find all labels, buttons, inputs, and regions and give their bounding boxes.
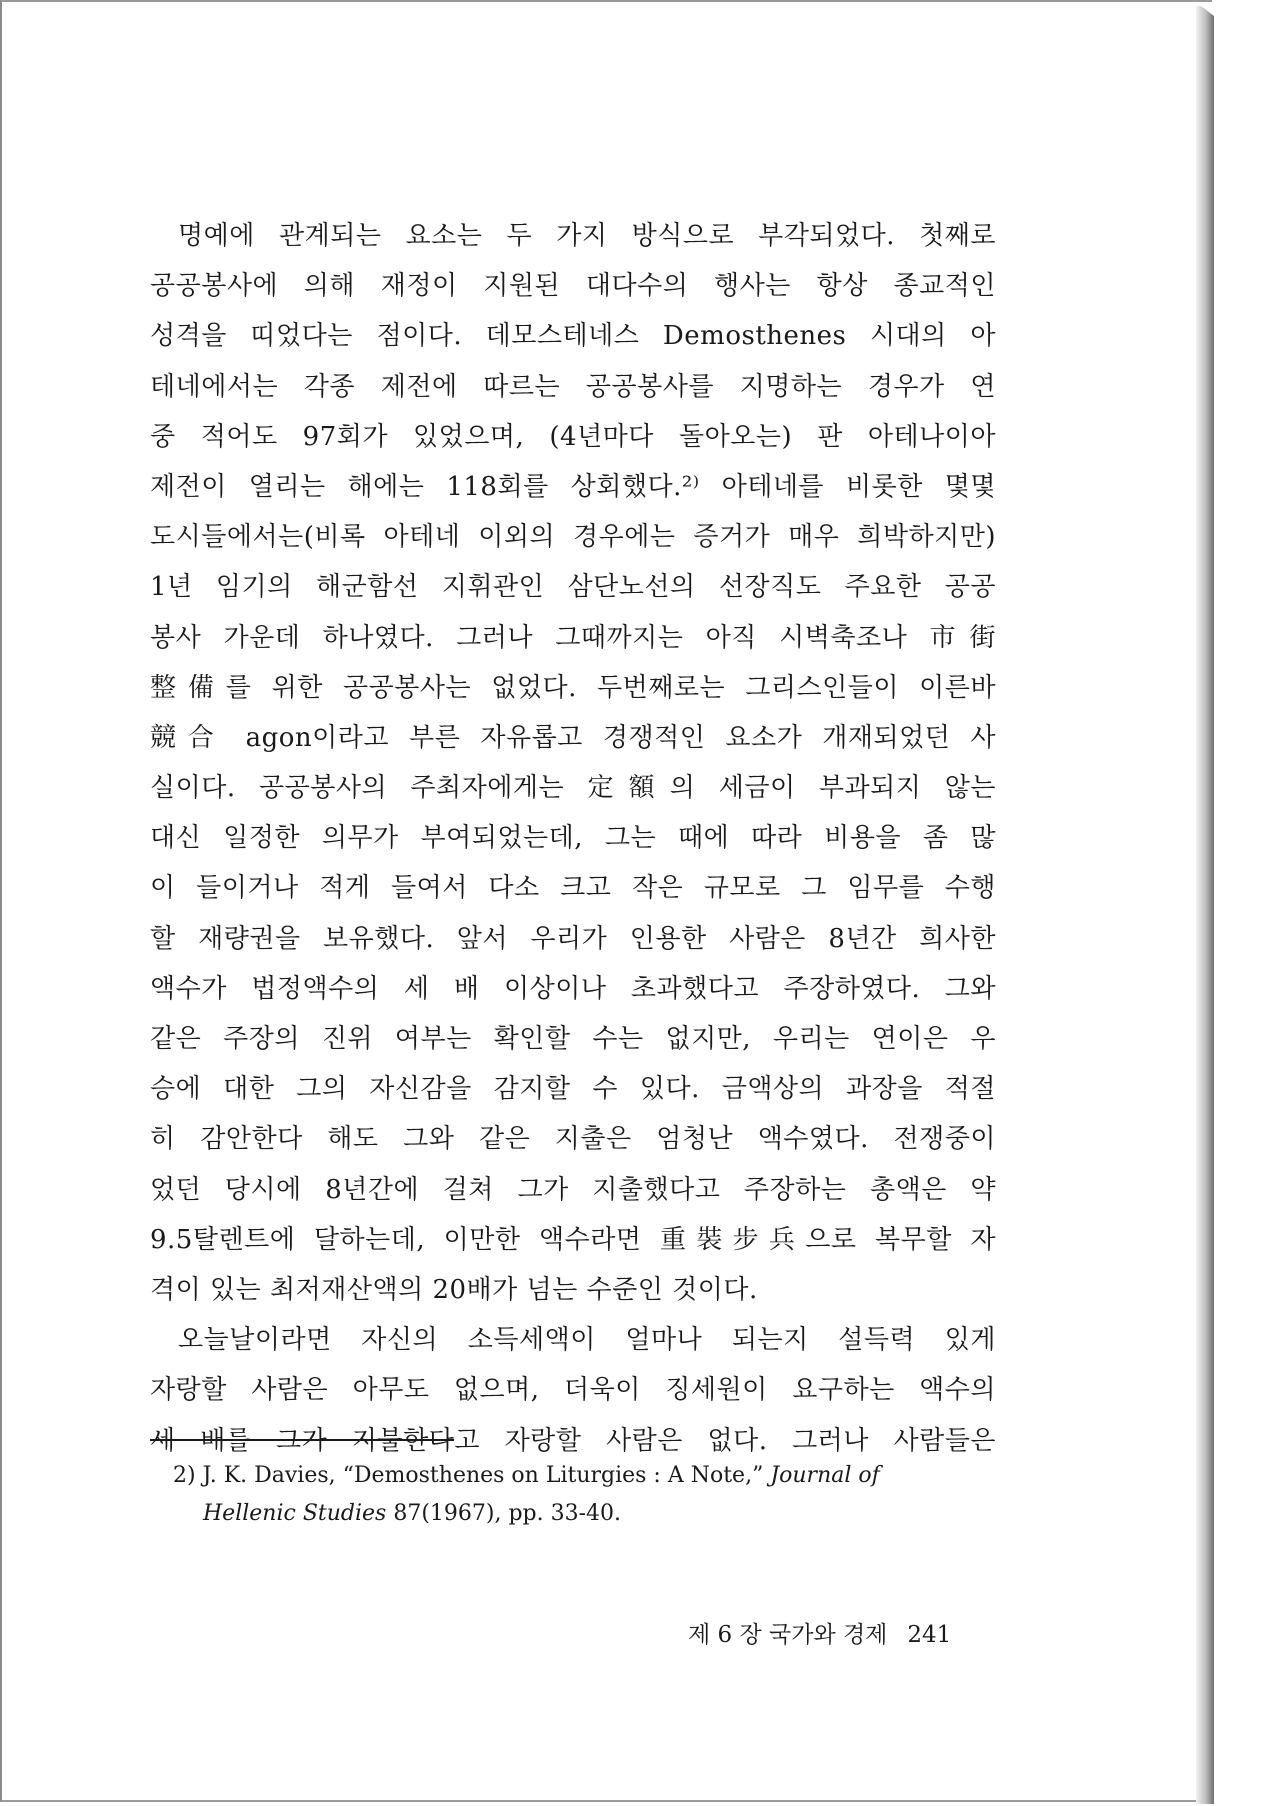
- footnote-citation: J. K. Davies, “Demosthenes on Liturgies : A Note,”: [202, 1463, 764, 1488]
- text-line: 제전이 열리는 해에는 118회를 상회했다.²⁾ 아테네를 비롯한 몇몇: [150, 471, 996, 502]
- page-edge-shadow: [1196, 6, 1214, 1804]
- text-line: 오늘날이라면 자신의 소득세액이 얼마나 되는지 설득력 있게: [178, 1325, 996, 1356]
- running-head: 제 6 장 국가와 경제: [688, 1622, 888, 1648]
- footnote-marker: 2): [173, 1463, 196, 1488]
- text-line: 중 적어도 97회가 있었으며, (4년마다 돌아오는) 판 아테나이아: [150, 421, 996, 452]
- page-footer: [688, 1620, 951, 1650]
- text-line: 격이 있는 최저재산액의 20배가 넘는 수준인 것이다.: [150, 1274, 758, 1305]
- text-line: 도시들에서는(비록 아테네 이외의 경우에는 증거가 매우 희박하지만): [150, 522, 996, 553]
- text-line: 1년 임기의 해군함선 지휘관인 삼단노선의 선장직도 주요한 공공: [150, 572, 996, 603]
- text-line: 공공봉사에 의해 재정이 지원된 대다수의 행사는 항상 종교적인: [150, 271, 996, 302]
- footnote-rule: [150, 1439, 454, 1441]
- text-line: 었던 당시에 8년간에 걸쳐 그가 지출했다고 주장하는 총액은 약: [150, 1174, 996, 1205]
- text-line: 자랑할 사람은 아무도 없으며, 더욱이 징세원이 요구하는 액수의: [150, 1375, 996, 1406]
- page-number: 241: [907, 1622, 952, 1648]
- text-line: 히 감안한다 해도 그와 같은 지출은 엄청난 액수였다. 전쟁중이: [150, 1124, 996, 1155]
- text-line: 競合 agon이라고 부른 자유롭고 경쟁적인 요소가 개재되었던 사: [150, 722, 996, 753]
- text-line: 대신 일정한 의무가 부여되었는데, 그는 때에 따라 비용을 좀 많: [150, 823, 996, 854]
- text-line: 整備를 위한 공공봉사는 없었다. 두번째로는 그리스인들이 이른바: [150, 672, 996, 703]
- footnote-line: [173, 1495, 1003, 1533]
- paragraph-1: [150, 211, 996, 1315]
- footnote: [173, 1457, 1003, 1533]
- footnote-line: [173, 1457, 1003, 1495]
- text-line: 성격을 띠었다는 점이다. 데모스테네스 Demosthenes 시대의 아: [150, 321, 996, 352]
- paragraph-2: [150, 1315, 996, 1466]
- text-line: 세 배를 그가 지불한다고 자랑할 사람은 없다. 그러나 사람들은: [150, 1425, 996, 1456]
- text-line: 승에 대한 그의 자신감을 감지할 수 있다. 금액상의 과장을 적절: [150, 1074, 996, 1105]
- text-line: 할 재량권을 보유했다. 앞서 우리가 인용한 사람은 8년간 희사한: [150, 923, 996, 954]
- page-corner: [1196, 2, 1214, 16]
- text-line: 9.5탈렌트에 달하는데, 이만한 액수라면 重裝步兵으로 복무할 자: [150, 1224, 996, 1255]
- text-line: 실이다. 공공봉사의 주최자에게는 定額의 세금이 부과되지 않는: [150, 773, 996, 804]
- body-text: [150, 211, 996, 1466]
- footnote-pages: 87(1967), pp. 33-40.: [393, 1501, 622, 1526]
- text-line: 같은 주장의 진위 여부는 확인할 수는 없지만, 우리는 연이은 우: [150, 1024, 996, 1054]
- footnote-journal: Journal of: [770, 1463, 880, 1488]
- text-line: 명예에 관계되는 요소는 두 가지 방식으로 부각되었다. 첫째로: [178, 221, 996, 251]
- text-line: 이 들이거나 적게 들여서 다소 크고 작은 규모로 그 임무를 수행: [150, 873, 996, 904]
- text-line: 봉사 가운데 하나였다. 그러나 그때까지는 아직 시벽축조나 市街: [150, 622, 996, 653]
- text-line: 액수가 법정액수의 세 배 이상이나 초과했다고 주장하였다. 그와: [150, 973, 996, 1004]
- footnote-journal: Hellenic Studies: [203, 1501, 387, 1526]
- text-line: 테네에서는 각종 제전에 따르는 공공봉사를 지명하는 경우가 연: [150, 371, 996, 402]
